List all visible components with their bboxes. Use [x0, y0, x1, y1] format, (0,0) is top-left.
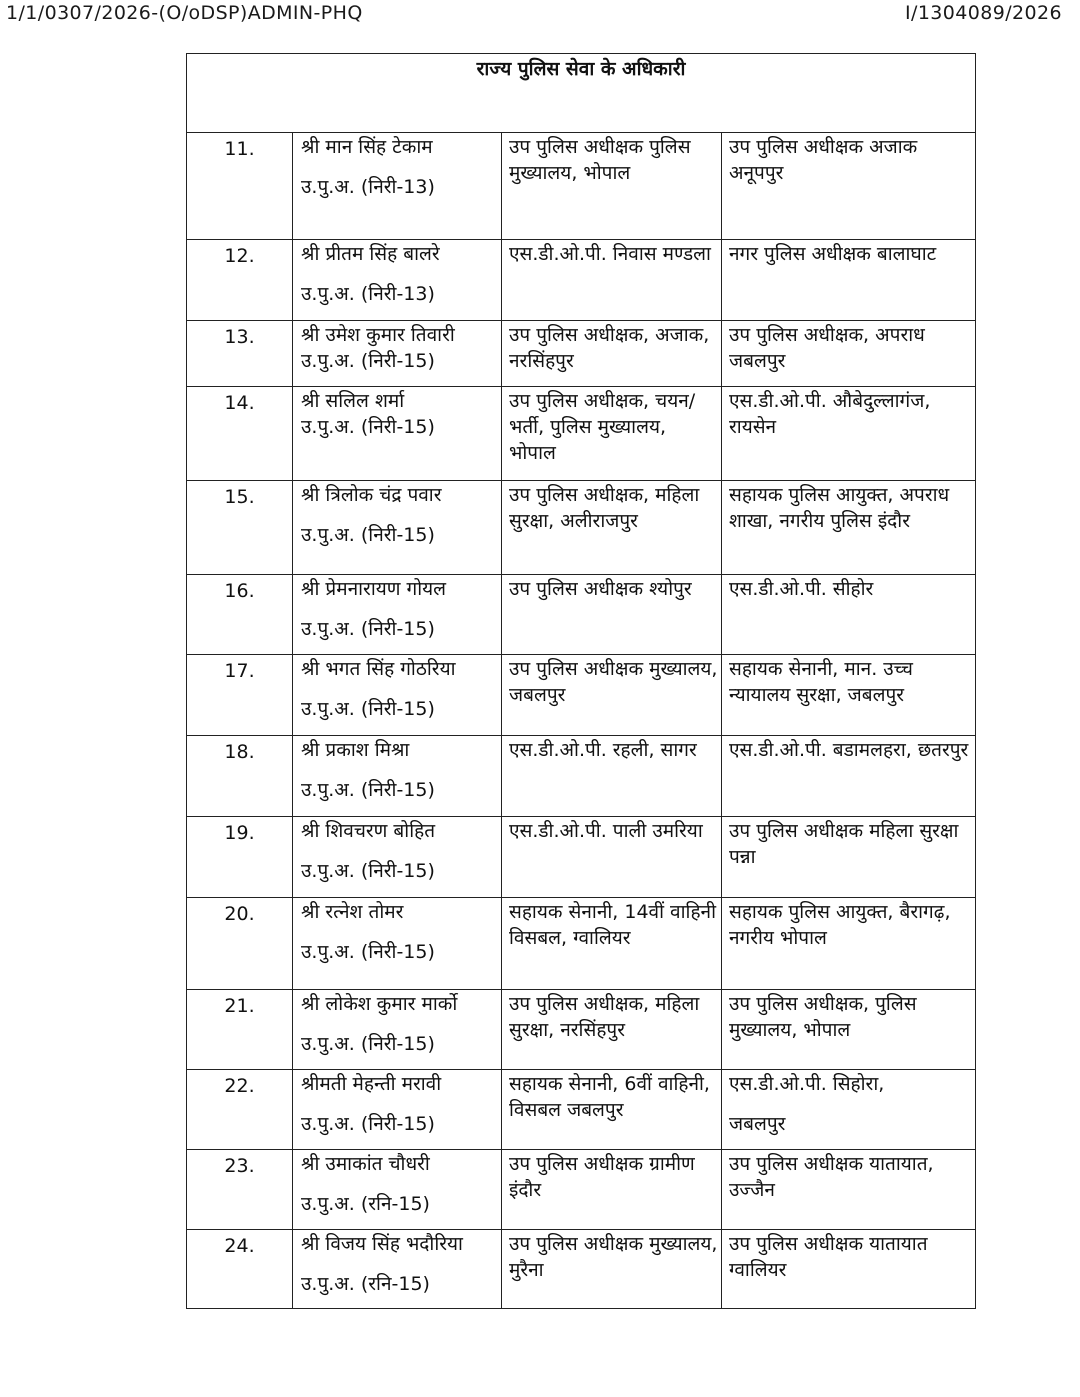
- current-posting: उप पुलिस अधीक्षक ग्रामीण इंदौर: [502, 1150, 722, 1230]
- serial-number: 22.: [187, 1070, 293, 1150]
- current-posting: सहायक सेनानी, 14वीं वाहिनी विसबल, ग्वालियर: [502, 898, 722, 990]
- officer-cell: [293, 321, 502, 387]
- table-row: [187, 387, 976, 481]
- officer-cell: [293, 133, 502, 240]
- officer-rank: उ.पु.अ. (निरी-15): [301, 779, 435, 801]
- serial-number: 18.: [187, 736, 293, 817]
- new-posting: सहायक सेनानी, मान. उच्च न्यायालय सुरक्षा, जबलपुर: [722, 655, 976, 736]
- officer-name: श्रीमती मेहन्ती मरावी: [301, 1073, 442, 1095]
- officer-cell: [293, 387, 502, 481]
- current-posting: उप पुलिस अधीक्षक मुख्यालय, मुरैना: [502, 1230, 722, 1309]
- new-posting: एस.डी.ओ.पी. बडामलहरा, छतरपुर: [722, 736, 976, 817]
- officer-cell: [293, 1150, 502, 1230]
- new-posting: उप पुलिस अधीक्षक महिला सुरक्षा पन्ना: [722, 817, 976, 898]
- officer-rank: उ.पु.अ. (निरी-15): [301, 350, 435, 372]
- serial-number: 23.: [187, 1150, 293, 1230]
- file-reference-left: 1/1/0307/2026-(O/oDSP)ADMIN-PHQ: [6, 2, 363, 24]
- new-posting: एस.डी.ओ.पी. सीहोर: [722, 575, 976, 655]
- table-row: [187, 817, 976, 898]
- new-posting: [722, 1070, 976, 1150]
- current-posting: उप पुलिस अधीक्षक, महिला सुरक्षा, नरसिंहपुर: [502, 990, 722, 1070]
- officer-rank: उ.पु.अ. (निरी-15): [301, 524, 435, 546]
- table-row: [187, 133, 976, 240]
- officer-rank: उ.पु.अ. (निरी-15): [301, 860, 435, 882]
- officer-rank: उ.पु.अ. (निरी-13): [301, 283, 435, 305]
- officer-name: श्री प्रेमनारायण गोयल: [301, 578, 447, 600]
- new-posting: उप पुलिस अधीक्षक, अपराध जबलपुर: [722, 321, 976, 387]
- current-posting: एस.डी.ओ.पी. निवास मण्डला: [502, 240, 722, 321]
- officer-name: श्री विजय सिंह भदौरिया: [301, 1233, 463, 1255]
- serial-number: 13.: [187, 321, 293, 387]
- officer-rank: उ.पु.अ. (निरी-15): [301, 1033, 435, 1055]
- current-posting: एस.डी.ओ.पी. रहली, सागर: [502, 736, 722, 817]
- table-row: [187, 1230, 976, 1309]
- table-row: [187, 898, 976, 990]
- serial-number: 19.: [187, 817, 293, 898]
- officer-cell: [293, 817, 502, 898]
- transfer-table: [186, 53, 976, 1309]
- table-row: [187, 481, 976, 575]
- officer-rank: उ.पु.अ. (निरी-15): [301, 1113, 435, 1135]
- serial-number: 24.: [187, 1230, 293, 1309]
- officer-cell: [293, 240, 502, 321]
- officer-name: श्री मान सिंह टेकाम: [301, 136, 433, 158]
- officer-name: श्री रत्नेश तोमर: [301, 901, 404, 923]
- officer-cell: [293, 1070, 502, 1150]
- officer-cell: [293, 481, 502, 575]
- new-posting: उप पुलिस अधीक्षक अजाक अनूपपुर: [722, 133, 976, 240]
- table-title-row: [187, 54, 976, 133]
- current-posting: उप पुलिस अधीक्षक श्योपुर: [502, 575, 722, 655]
- new-posting: सहायक पुलिस आयुक्त, बैरागढ़, नगरीय भोपाल: [722, 898, 976, 990]
- new-posting: उप पुलिस अधीक्षक, पुलिस मुख्यालय, भोपाल: [722, 990, 976, 1070]
- serial-number: 11.: [187, 133, 293, 240]
- new-posting: सहायक पुलिस आयुक्त, अपराध शाखा, नगरीय पुलिस इंदौर: [722, 481, 976, 575]
- officer-name: श्री भगत सिंह गोठरिया: [301, 658, 456, 680]
- officer-cell: [293, 898, 502, 990]
- officer-rank: उ.पु.अ. (निरी-15): [301, 698, 435, 720]
- serial-number: 21.: [187, 990, 293, 1070]
- officer-rank: उ.पु.अ. (रनि-15): [301, 1193, 430, 1215]
- officer-rank: उ.पु.अ. (निरी-13): [301, 176, 435, 198]
- table-row: [187, 990, 976, 1070]
- officer-name: श्री प्रकाश मिश्रा: [301, 739, 410, 761]
- serial-number: 14.: [187, 387, 293, 481]
- file-reference-right: I/1304089/2026: [905, 2, 1062, 24]
- table-row: [187, 1070, 976, 1150]
- officer-cell: [293, 655, 502, 736]
- officer-rank: उ.पु.अ. (निरी-15): [301, 416, 435, 438]
- current-posting: उप पुलिस अधीक्षक, चयन/भर्ती, पुलिस मुख्यालय, भोपाल: [502, 387, 722, 481]
- new-posting-line: जबलपुर: [729, 1113, 786, 1135]
- current-posting: उप पुलिस अधीक्षक मुख्यालय, जबलपुर: [502, 655, 722, 736]
- serial-number: 16.: [187, 575, 293, 655]
- current-posting: उप पुलिस अधीक्षक, अजाक, नरसिंहपुर: [502, 321, 722, 387]
- new-posting: उप पुलिस अधीक्षक यातायात ग्वालियर: [722, 1230, 976, 1309]
- table-row: [187, 321, 976, 387]
- table-row: [187, 575, 976, 655]
- officer-rank: उ.पु.अ. (रनि-15): [301, 1273, 430, 1295]
- serial-number: 17.: [187, 655, 293, 736]
- officer-name: श्री लोकेश कुमार मार्को: [301, 993, 458, 1015]
- new-posting-line: एस.डी.ओ.पी. सिहोरा,: [729, 1073, 885, 1095]
- serial-number: 12.: [187, 240, 293, 321]
- officer-cell: [293, 1230, 502, 1309]
- new-posting: एस.डी.ओ.पी. औबेदुल्लागंज, रायसेन: [722, 387, 976, 481]
- officer-cell: [293, 990, 502, 1070]
- officer-rank: उ.पु.अ. (निरी-15): [301, 941, 435, 963]
- officer-name: श्री उमेश कुमार तिवारी: [301, 324, 455, 346]
- current-posting: उप पुलिस अधीक्षक, महिला सुरक्षा, अलीराजपुर: [502, 481, 722, 575]
- table-row: [187, 240, 976, 321]
- current-posting: एस.डी.ओ.पी. पाली उमरिया: [502, 817, 722, 898]
- current-posting: सहायक सेनानी, 6वीं वाहिनी, विसबल जबलपुर: [502, 1070, 722, 1150]
- table-title: राज्य पुलिस सेवा के अधिकारी: [187, 54, 976, 133]
- officer-name: श्री उमाकांत चौधरी: [301, 1153, 430, 1175]
- officer-name: श्री त्रिलोक चंद्र पवार: [301, 484, 442, 506]
- new-posting: नगर पुलिस अधीक्षक बालाघाट: [722, 240, 976, 321]
- table-row: [187, 1150, 976, 1230]
- officer-rank: उ.पु.अ. (निरी-15): [301, 618, 435, 640]
- serial-number: 20.: [187, 898, 293, 990]
- officer-cell: [293, 575, 502, 655]
- current-posting: उप पुलिस अधीक्षक पुलिस मुख्यालय, भोपाल: [502, 133, 722, 240]
- table-row: [187, 655, 976, 736]
- new-posting: उप पुलिस अधीक्षक यातायात, उज्जैन: [722, 1150, 976, 1230]
- officer-name: श्री शिवचरण बोहित: [301, 820, 436, 842]
- table-row: [187, 736, 976, 817]
- officer-name: श्री सलिल शर्मा: [301, 390, 405, 412]
- officer-cell: [293, 736, 502, 817]
- officer-name: श्री प्रीतम सिंह बालरे: [301, 243, 440, 265]
- serial-number: 15.: [187, 481, 293, 575]
